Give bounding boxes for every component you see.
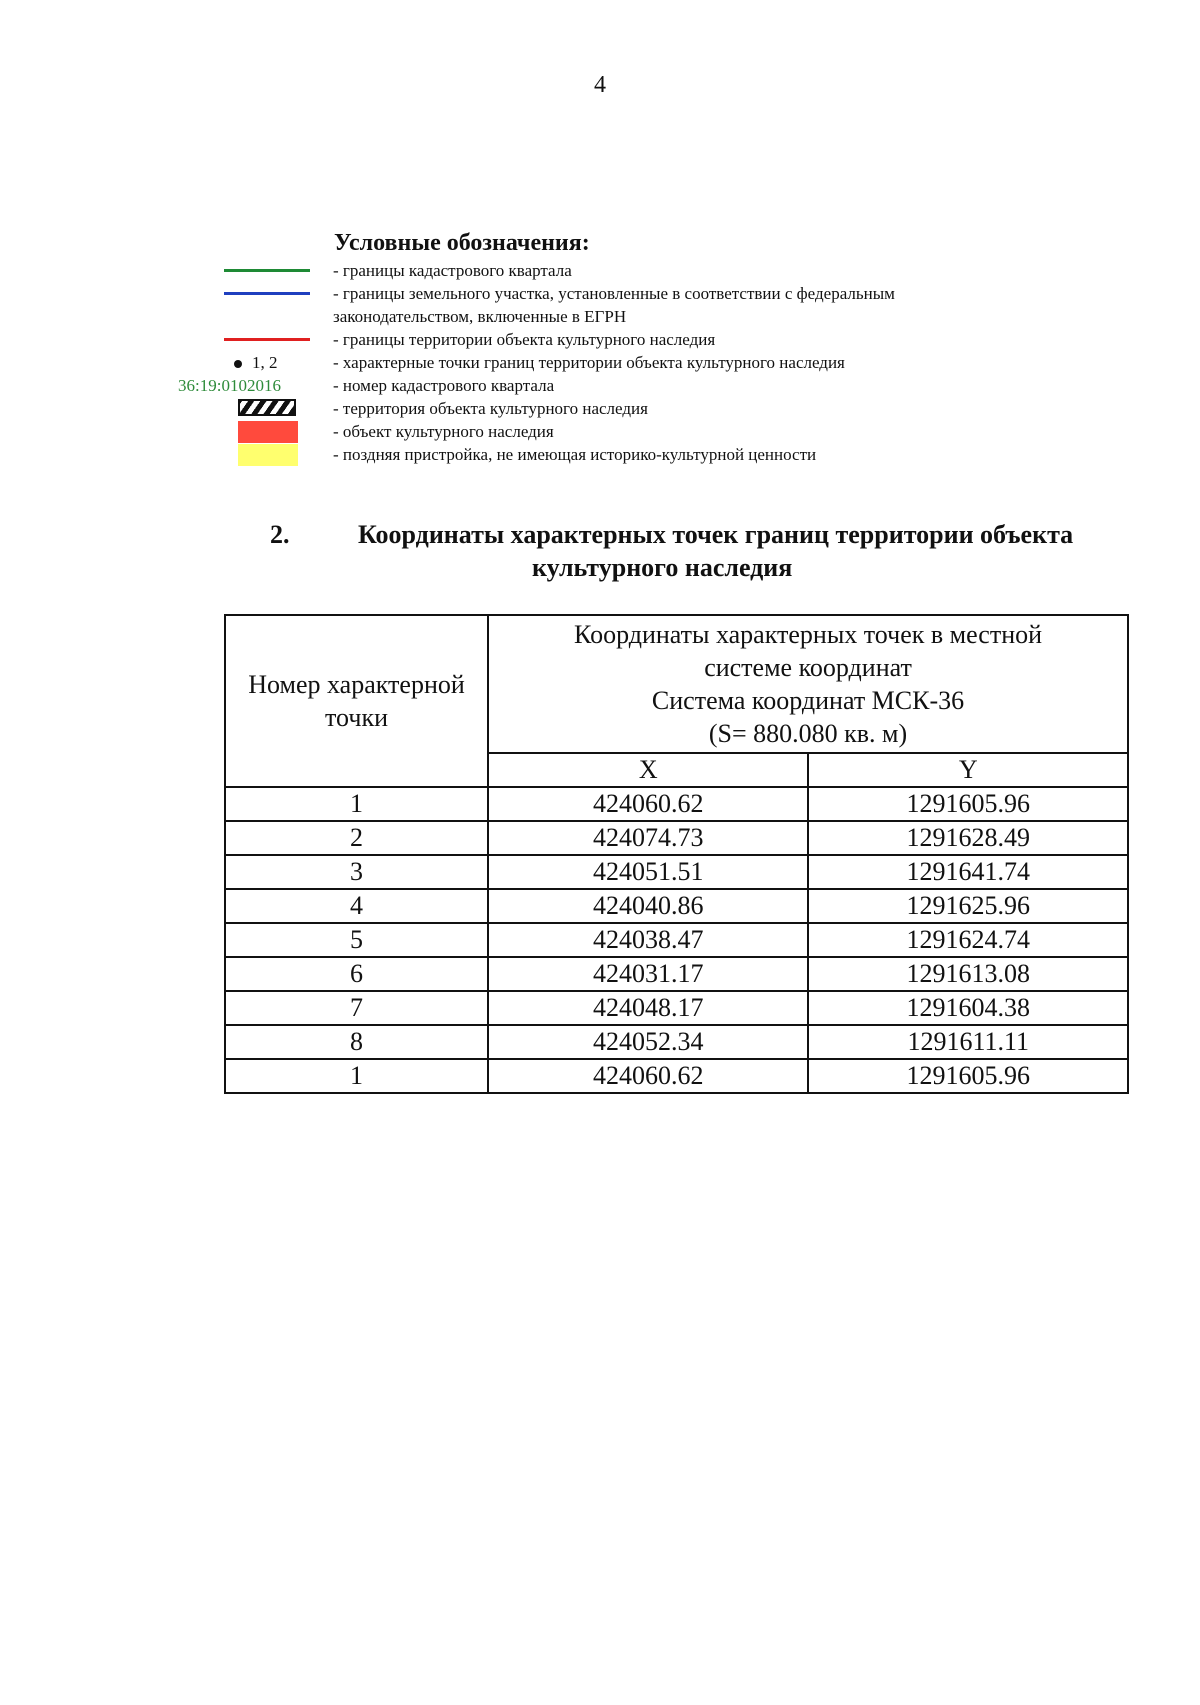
cell-y: 1291605.96 <box>808 1059 1128 1093</box>
cell-point-number: 5 <box>225 923 488 957</box>
cell-x: 424060.62 <box>488 1059 808 1093</box>
cell-point-number: 4 <box>225 889 488 923</box>
legend-text: - номер кадастрового квартала <box>333 376 555 395</box>
cell-y: 1291628.49 <box>808 821 1128 855</box>
cadastral-number-label: 36:19:0102016 <box>178 376 281 395</box>
header-text: точки <box>325 703 388 732</box>
cell-point-number: 2 <box>225 821 488 855</box>
header-x: X <box>488 753 808 787</box>
table-row <box>225 923 1128 957</box>
cell-x: 424038.47 <box>488 923 808 957</box>
header-y: Y <box>808 753 1128 787</box>
cell-y: 1291613.08 <box>808 957 1128 991</box>
header-text: Координаты характерных точек в местной <box>574 620 1043 649</box>
header-coordinates <box>488 615 1128 753</box>
yellow-fill-icon <box>238 444 298 466</box>
cell-x: 424048.17 <box>488 991 808 1025</box>
cell-y: 1291605.96 <box>808 787 1128 821</box>
red-fill-icon <box>238 421 298 443</box>
cell-y: 1291604.38 <box>808 991 1128 1025</box>
table-body <box>225 787 1128 1093</box>
point-dot-icon <box>234 360 242 368</box>
legend-text: - поздняя пристройка, не имеющая историко-культурной ценности <box>333 445 817 464</box>
cell-point-number: 3 <box>225 855 488 889</box>
section-title-line1: Координаты характерных точек границ территории объекта <box>358 520 1074 549</box>
cell-x: 424052.34 <box>488 1025 808 1059</box>
cell-x: 424040.86 <box>488 889 808 923</box>
legend-text: - границы территории объекта культурного наследия <box>333 330 716 349</box>
table-row <box>225 787 1128 821</box>
blue-line-icon <box>224 292 310 295</box>
table-row <box>225 889 1128 923</box>
legend-text: - границы кадастрового квартала <box>333 261 572 280</box>
table-row <box>225 855 1128 889</box>
page-number: 4 <box>594 72 606 98</box>
cell-point-number: 8 <box>225 1025 488 1059</box>
cell-x: 424051.51 <box>488 855 808 889</box>
point-label: 1, 2 <box>252 353 278 372</box>
header-text: Система координат МСК-36 <box>651 686 965 715</box>
cell-x: 424031.17 <box>488 957 808 991</box>
cell-y: 1291624.74 <box>808 923 1128 957</box>
coordinates-table <box>224 614 1129 1094</box>
table-row <box>225 821 1128 855</box>
table-row <box>225 991 1128 1025</box>
cell-x: 424060.62 <box>488 787 808 821</box>
table-row <box>225 1059 1128 1093</box>
legend-title: Условные обозначения: <box>334 230 590 256</box>
table-row <box>225 1025 1128 1059</box>
legend-text: - характерные точки границ территории объекта культурного наследия <box>333 353 845 372</box>
section-title-line2: культурного наследия <box>532 553 793 582</box>
cell-y: 1291641.74 <box>808 855 1128 889</box>
table-header-row <box>225 615 1128 753</box>
legend-text: законодательством, включенные в ЕГРН <box>333 307 627 326</box>
header-text: Номер характерной <box>248 670 465 699</box>
table-row <box>225 957 1128 991</box>
red-line-icon <box>224 338 310 341</box>
hatched-area-icon <box>238 399 296 416</box>
header-text: системе координат <box>704 653 912 682</box>
header-point-number <box>225 615 488 787</box>
legend-text: - границы земельного участка, установленные в соответствии с федеральным <box>333 284 895 303</box>
cell-point-number: 1 <box>225 787 488 821</box>
header-text: (S= 880.080 кв. м) <box>708 719 908 748</box>
legend-text: - объект культурного наследия <box>333 422 554 441</box>
green-line-icon <box>224 269 310 272</box>
cell-y: 1291611.11 <box>808 1025 1128 1059</box>
section-number: 2. <box>270 520 290 549</box>
cell-point-number: 6 <box>225 957 488 991</box>
legend-text: - территория объекта культурного наследия <box>333 399 648 418</box>
cell-point-number: 1 <box>225 1059 488 1093</box>
cell-y: 1291625.96 <box>808 889 1128 923</box>
cell-x: 424074.73 <box>488 821 808 855</box>
cell-point-number: 7 <box>225 991 488 1025</box>
